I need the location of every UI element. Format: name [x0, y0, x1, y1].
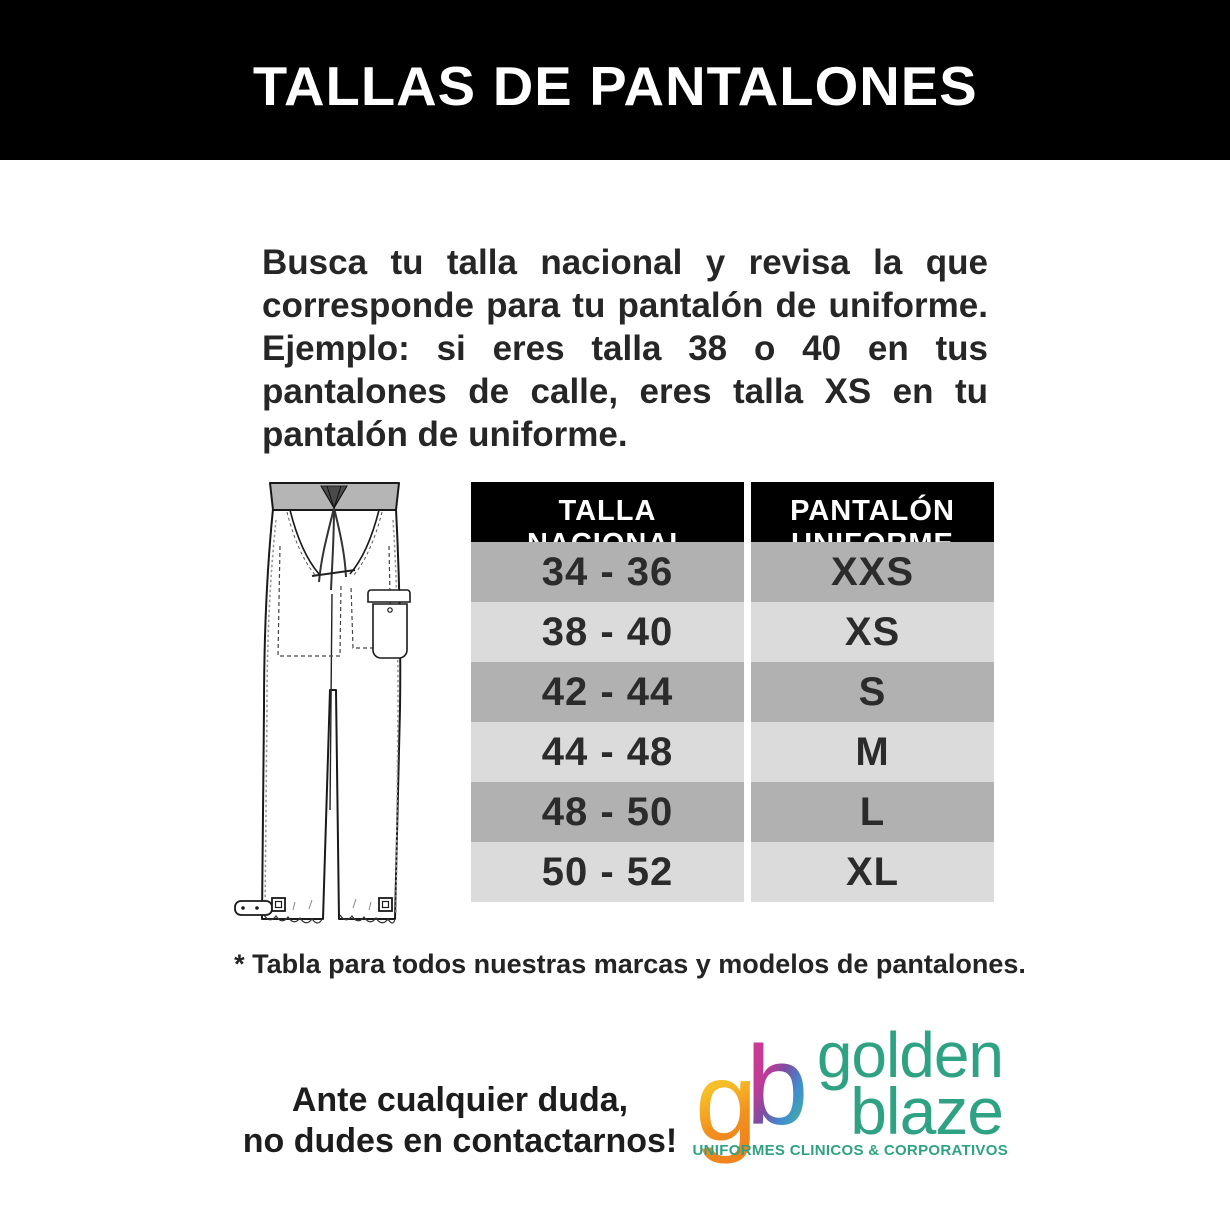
brand-word-blaze: blaze — [850, 1074, 1003, 1149]
brand-monogram-gb-icon — [695, 1036, 820, 1186]
cell-uniform: L — [751, 782, 994, 842]
cell-national: 48 - 50 — [471, 782, 744, 842]
banner — [0, 0, 1230, 160]
cell-uniform: S — [751, 662, 994, 722]
contact-line-2: no dudes en contactarnos! — [242, 1122, 678, 1160]
cell-national: 38 - 40 — [471, 602, 744, 662]
brand-wordmark — [816, 1019, 1003, 1149]
cell-national: 44 - 48 — [471, 722, 744, 782]
page-title: TALLAS DE PANTALONES — [252, 55, 978, 117]
header-line: TALLA — [558, 495, 657, 527]
svg-text:g: g — [695, 1039, 758, 1164]
header-line: PANTALÓN — [790, 495, 955, 527]
cell-uniform: XS — [751, 602, 994, 662]
brand-logo — [692, 1019, 1015, 1187]
size-table — [471, 482, 994, 902]
cell-national: 50 - 52 — [471, 842, 744, 902]
cell-uniform: XL — [751, 842, 994, 902]
brand-word-golden: golden — [816, 1019, 1003, 1091]
intro-text: Busca tu talla nacional y revisa la que corresponde para tu pantalón de uniforme. Ejemplo: si eres talla 38 o 40 en tus pantalones de calle, eres talla XS en tu pantalón de uniforme. — [262, 243, 988, 454]
brand-tagline: UNIFORMES CLINICOS & CORPORATIVOS — [692, 1142, 1008, 1159]
footnote-text: * Tabla para todos nuestras marcas y modelos de pantalones. — [234, 949, 1026, 979]
contact-text — [228, 1080, 692, 1162]
cell-uniform: XXS — [751, 542, 994, 602]
svg-text:b: b — [746, 1036, 809, 1148]
cell-uniform: M — [751, 722, 994, 782]
cell-national: 42 - 44 — [471, 662, 744, 722]
cell-national: 34 - 36 — [471, 542, 744, 602]
contact-line-1: Ante cualquier duda, — [291, 1081, 629, 1119]
pants-illustration — [233, 478, 415, 936]
